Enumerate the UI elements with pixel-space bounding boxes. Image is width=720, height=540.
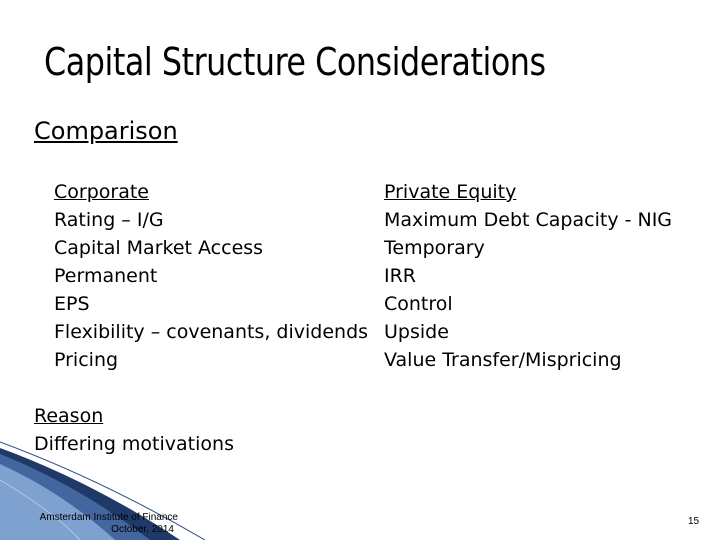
corporate-heading: Corporate <box>54 181 149 203</box>
list-item: Flexibility – covenants, dividends <box>54 321 369 343</box>
list-item: Permanent <box>54 265 158 287</box>
reason-heading: Reason <box>34 405 104 427</box>
list-item: IRR <box>384 265 417 287</box>
reason-block <box>34 402 234 458</box>
private-equity-column <box>384 178 672 374</box>
reason-text: Differing motivations <box>34 433 234 455</box>
private-equity-heading: Private Equity <box>384 181 517 203</box>
list-item: Temporary <box>384 237 485 259</box>
footer <box>0 512 178 536</box>
footer-organization: Amsterdam Institute of Finance <box>39 512 178 523</box>
list-item: Capital Market Access <box>54 237 264 259</box>
list-item: Maximum Debt Capacity - NIG <box>384 209 673 231</box>
list-item: Value Transfer/Mispricing <box>384 349 622 371</box>
list-item: Control <box>384 293 453 315</box>
list-item: Rating – I/G <box>54 209 164 231</box>
list-item: EPS <box>54 293 90 315</box>
page-number: 15 <box>688 516 700 527</box>
corporate-column <box>54 178 368 374</box>
list-item: Upside <box>384 321 449 343</box>
list-item: Pricing <box>54 349 119 371</box>
section-heading: Comparison <box>34 117 178 145</box>
footer-date: October, 2014 <box>111 524 174 535</box>
slide-title: Capital Structure Considerations <box>44 40 546 84</box>
